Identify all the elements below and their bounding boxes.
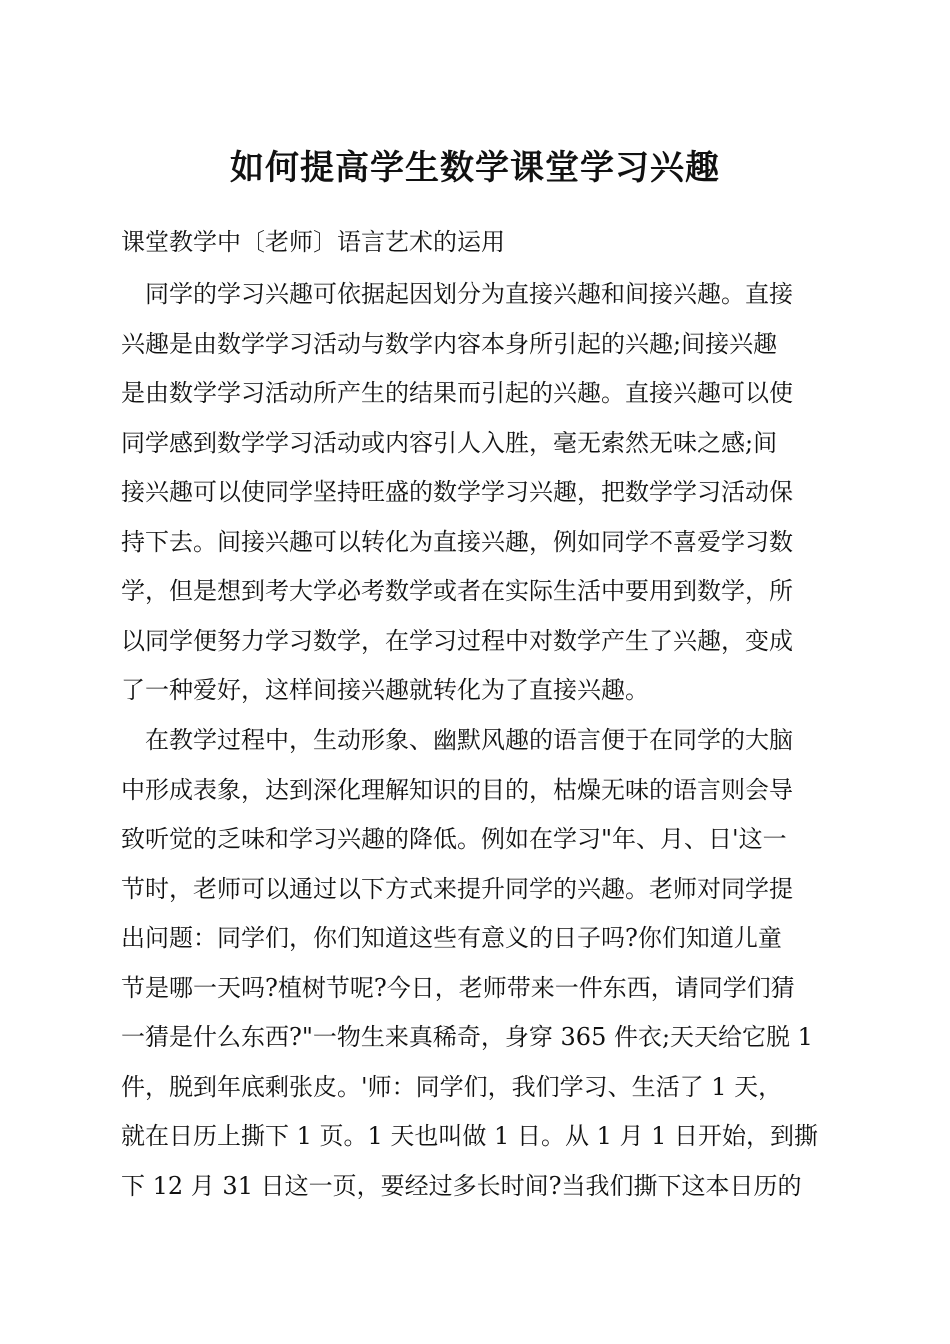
text-line: 同学的学习兴趣可依据起因划分为直接兴趣和间接兴趣。直接: [121, 280, 793, 308]
document-subtitle: 课堂教学中〔老师〕语言艺术的运用: [121, 228, 505, 256]
text-line: 以同学便努力学习数学，在学习过程中对数学产生了兴趣，变成: [121, 626, 793, 655]
text-line: 是由数学学习活动所产生的结果而引起的兴趣。直接兴趣可以使: [121, 379, 793, 407]
text-line: 就在日历上撕下 1 页。1 天也叫做 1 日。从 1 月 1 日开始，到撕: [121, 1122, 819, 1150]
text-line: 件，脱到年底剩张皮。'师：同学们，我们学习、生活了 1 天，: [121, 1072, 783, 1101]
text-line: 节是哪一天吗?植树节呢?今日，老师带来一件东西，请同学们猜: [121, 973, 795, 1002]
text-line: 下 12 月 31 日这一页，要经过多长时间?当我们撕下这本日历的: [121, 1171, 802, 1200]
text-line: 了一种爱好，这样间接兴趣就转化为了直接兴趣。: [121, 676, 649, 704]
text-line: 致听觉的乏味和学习兴趣的降低。例如在学习"年、月、日'这一: [121, 825, 787, 853]
text-line: 中形成表象，达到深化理解知识的目的，枯燥无味的语言则会导: [121, 775, 793, 804]
text-line: 一猜是什么东西?"一物生来真稀奇，身穿 365 件衣;天天给它脱 1: [121, 1023, 813, 1051]
paragraph-2: [121, 716, 833, 1211]
text-line: 接兴趣可以使同学坚持旺盛的数学学习兴趣，把数学学习活动保: [121, 478, 793, 506]
text-line: 同学感到数学学习活动或内容引人入胜，毫无索然无味之感;间: [121, 428, 778, 457]
text-line: 兴趣是由数学学习活动与数学内容本身所引起的兴趣;间接兴趣: [121, 329, 778, 358]
text-line: 学，但是想到考大学必考数学或者在实际生活中要用到数学，所: [121, 577, 793, 605]
text-line: 在教学过程中，生动形象、幽默风趣的语言便于在同学的大脑: [121, 726, 793, 754]
text-line: 出问题：同学们，你们知道这些有意义的日子吗?你们知道儿童: [121, 924, 782, 952]
text-line: 节时，老师可以通过以下方式来提升同学的兴趣。老师对同学提: [121, 874, 793, 903]
document-title: 如何提高学生数学课堂学习兴趣: [230, 148, 720, 188]
text-line: 持下去。间接兴趣可以转化为直接兴趣，例如同学不喜爱学习数: [121, 527, 793, 556]
paragraph-1: [121, 270, 833, 716]
